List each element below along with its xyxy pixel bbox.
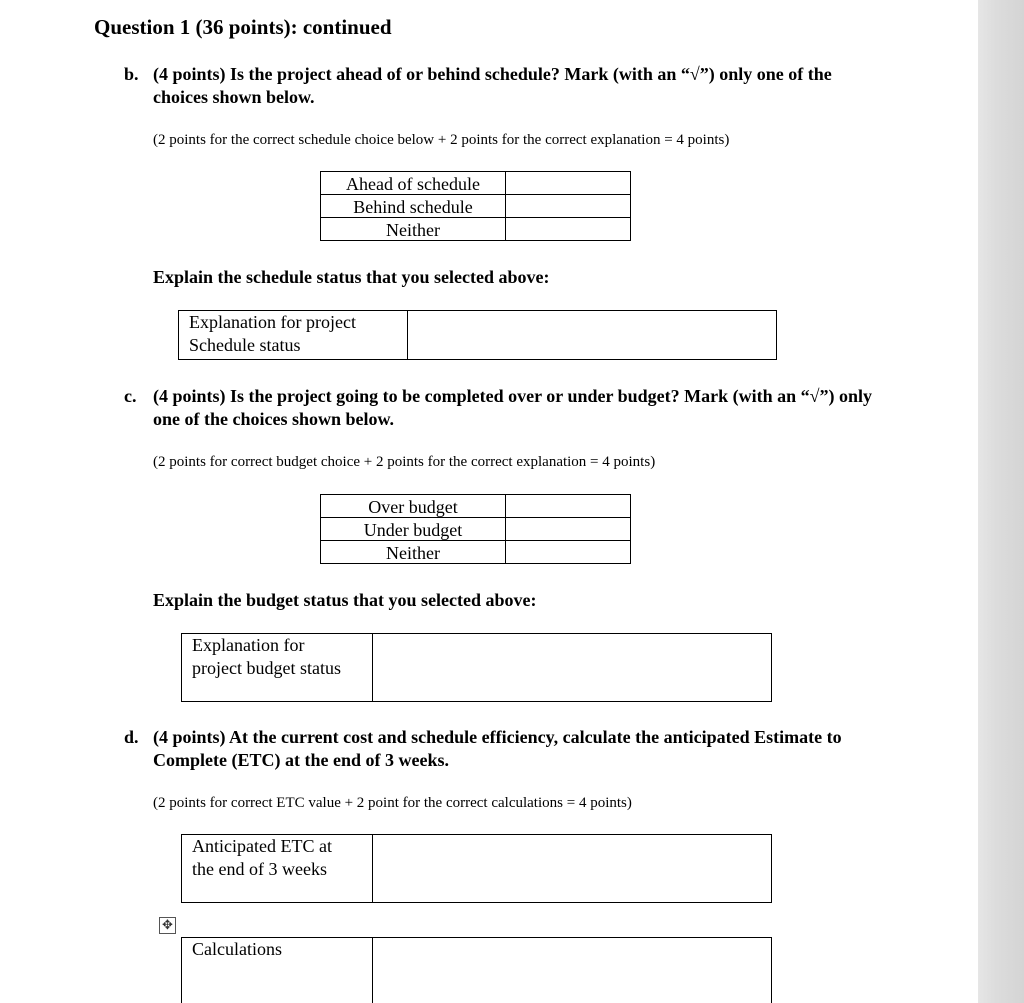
explanation-label-cell [182,634,373,702]
part-b-label: b. [124,64,139,84]
part-d-label: d. [124,727,139,747]
table-row [321,541,631,564]
window-side-gutter [978,0,1024,1003]
schedule-explanation-table [178,310,777,360]
choice-label: Under budget [321,518,506,541]
table-row [321,218,631,241]
table-row [321,195,631,218]
schedule-explain-heading: Explain the schedule status that you selected above: [153,267,550,287]
choice-label: Neither [321,541,506,564]
explanation-label-line: Explanation for project [189,312,356,332]
table-row [182,634,772,702]
part-d-question: (4 points) At the current cost and schedule efficiency, calculate the anticipated Estimate to Complete (ETC) at the end of 3 weeks. [153,727,842,770]
table-row [182,938,772,1003]
budget-explanation-table [181,633,772,702]
calculations-answer[interactable] [373,938,772,1003]
choice-label: Behind schedule [321,195,506,218]
table-row [182,835,772,903]
budget-explanation-answer[interactable] [373,634,772,702]
ahead-of-schedule-mark-cell[interactable] [506,172,631,195]
etc-label-line: Anticipated ETC at [192,836,332,856]
neither-budget-mark-cell[interactable] [506,541,631,564]
explanation-label-line: Schedule status [189,335,301,355]
schedule-choice-table [320,171,631,241]
over-budget-mark-cell[interactable] [506,495,631,518]
calculations-label-cell: Calculations [182,938,373,1003]
budget-choice-table [320,494,631,564]
neither-schedule-mark-cell[interactable] [506,218,631,241]
etc-answer[interactable] [373,835,772,903]
part-d-points-note: (2 points for correct ETC value + 2 point for the correct calculations = 4 points) [153,795,632,811]
budget-explain-heading: Explain the budget status that you selected above: [153,590,537,610]
table-row [321,518,631,541]
choice-label: Ahead of schedule [321,172,506,195]
behind-schedule-mark-cell[interactable] [506,195,631,218]
page-title: Question 1 (36 points): continued [94,15,392,39]
choice-label: Neither [321,218,506,241]
part-c-question: (4 points) Is the project going to be completed over or under budget? Mark (with an “√”) only one of the choices shown below. [153,386,873,429]
etc-label-cell [182,835,373,903]
etc-table [181,834,772,903]
move-icon[interactable]: ✥ [159,917,176,934]
part-b-points-note: (2 points for the correct schedule choice below + 2 points for the correct explanation = 4 points) [153,132,730,148]
explanation-label-line: project budget status [192,658,341,678]
calculations-table [181,937,772,1003]
part-c-points-note: (2 points for correct budget choice + 2 points for the correct explanation = 4 points) [153,454,656,470]
under-budget-mark-cell[interactable] [506,518,631,541]
explanation-label-line: Explanation for [192,635,305,655]
part-c-label: c. [124,386,137,406]
table-row [321,495,631,518]
choice-label: Over budget [321,495,506,518]
table-row [321,172,631,195]
etc-label-line: the end of 3 weeks [192,859,327,879]
table-row [179,311,777,360]
schedule-explanation-answer[interactable] [408,311,777,360]
explanation-label-cell [179,311,408,360]
part-b-question: (4 points) Is the project ahead of or behind schedule? Mark (with an “√”) only one of the choices shown below. [153,64,832,107]
